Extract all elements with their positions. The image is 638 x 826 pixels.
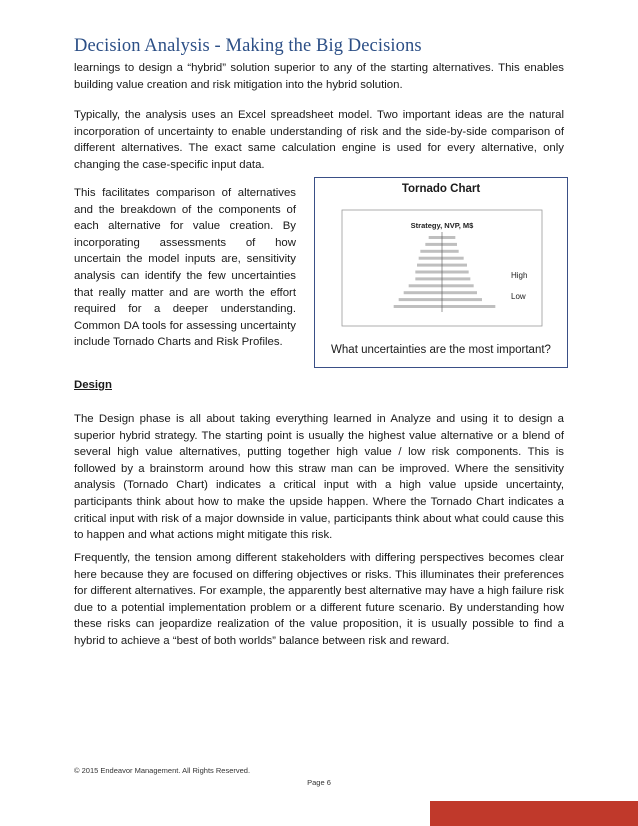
tornado-chart [315,178,569,369]
paragraph-excel-model: Typically, the analysis uses an Excel spreadsheet model. Two important ideas are the natural incorporation of uncertainty to enable understanding of risk and the side-by-side comparison of different alternatives. The exact same calculation engine is used for every alternative, only changing the case-specific input data. [74,109,564,171]
chart-subtitle: Strategy, NVP, M$ [410,221,474,230]
footer-page-number: Page 6 [307,778,331,787]
tornado-bar [404,291,477,294]
red-accent-tab [430,801,638,826]
footer-copyright: © 2015 Endeavor Management. All Rights Reserved. [74,766,251,775]
paragraph-design-phase: The Design phase is all about taking everything learned in Analyze and using it to design a superior hybrid strategy. The starting point is usually the highest value alternative or a blend of several high value alternatives, putting together high value / low risk components. This is followed by a brainstorm around how this straw man can be improved. Where the sensitivity analysis (Tornado Chart) indicates a critical input with a high value upside uncertainty, participants think about how to make the upside happen. Where the Tornado Chart indicates a critical input with risk of a major downside in value, participants think about what could cause this to happen and what actions might mitigate this risk. [74,413,564,542]
tornado-bar [399,298,482,301]
tornado-chart-figure [314,177,568,368]
tornado-bar [425,243,457,246]
tornado-bar [409,284,474,287]
legend-low: Low [511,292,526,301]
section-heading-design: Design [74,379,112,391]
tornado-bar [415,277,470,280]
tornado-bar [394,305,496,308]
paragraph-intro: learnings to design a “hybrid” solution superior to any of the starting alternatives. This enables building value creation and risk mitigation into the hybrid solution. [74,62,564,91]
legend-high: High [511,271,528,280]
page-title: Decision Analysis - Making the Big Decisions [74,36,422,56]
tornado-bars [394,232,496,312]
paragraph-stakeholders: Frequently, the tension among different stakeholders with differing perspectives becomes clear here because they are focused on differing objectives or risks. This illuminates their preferences for different alternatives. For example, the apparently best alternative may have a high failure risk due to a potential implementation problem or a different future scenario. By understanding how these risks can jeopardize realization of the value proposition, it is usually possible to find a hybrid to achieve a “best of both worlds” balance between risk and reward. [74,552,564,647]
tornado-bar [419,257,464,260]
tornado-bar [420,250,458,253]
paragraph-comparison: This facilitates comparison of alternatives and the breakdown of the components of each alternative for value creation. By incorporating assessments of how uncertain the model inputs are, sensitivity analysis can identify the few uncertainties that really matter and are worth the effort required for a deeper understanding. Common DA tools for assessing uncertainty include Tornado Charts and Risk Profiles. [74,187,296,349]
chart-caption: What uncertainties are the most important? [331,344,551,356]
chart-title: Tornado Chart [401,183,481,195]
